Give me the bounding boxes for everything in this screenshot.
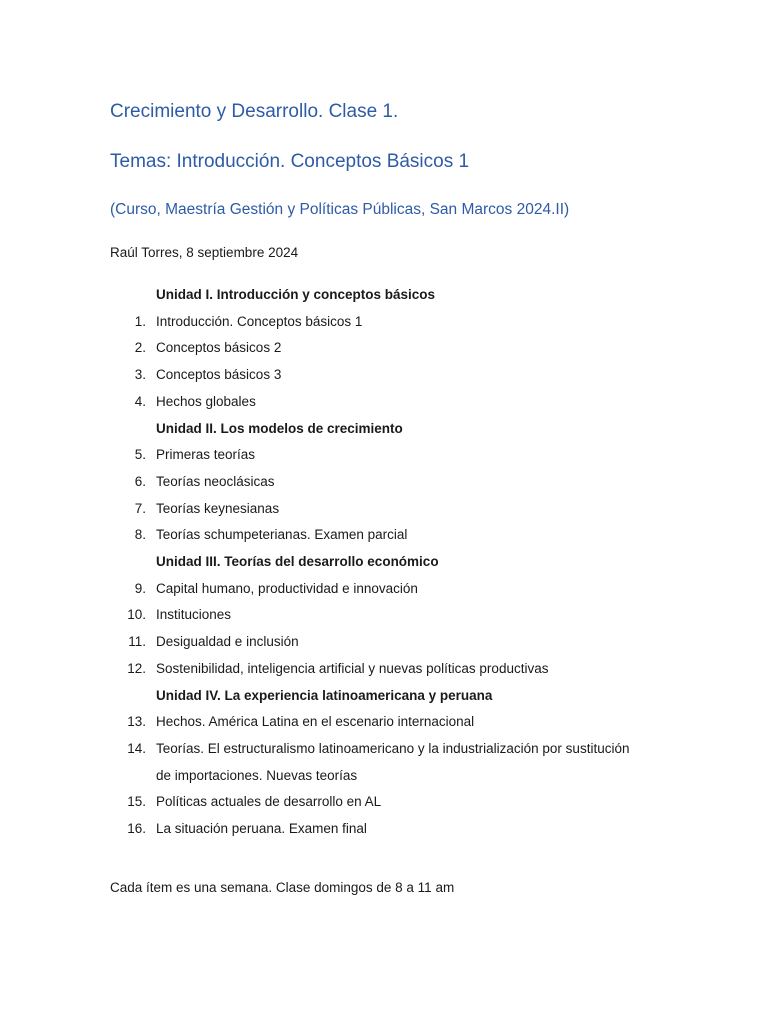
list-item: [110, 629, 730, 655]
unit-title: Unidad II. Los modelos de crecimiento: [156, 420, 403, 436]
list-item-number: 4.: [134, 393, 146, 409]
list-item: [110, 389, 730, 415]
list-item-number: 13.: [127, 714, 146, 730]
list-item-number: 1.: [134, 313, 146, 329]
list-item-number: 14.: [127, 740, 146, 756]
list-item-text: Sostenibilidad, inteligencia artificial y nuevas políticas productivas: [156, 660, 549, 676]
list-item-text: Teorías keynesianas: [156, 500, 280, 516]
list-item-number: 15.: [127, 794, 146, 810]
list-item: [110, 522, 730, 548]
unit-title: Unidad IV. La experiencia latinoamericana y peruana: [156, 687, 493, 703]
list-item-number: 2.: [134, 340, 146, 356]
unit-heading: [110, 549, 730, 575]
footer-note: Cada ítem es una semana. Clase domingos de 8 a 11 am: [110, 880, 455, 895]
list-item-text: Conceptos básicos 3: [156, 367, 282, 383]
list-item-number: 7.: [134, 500, 146, 516]
list-item-text: Teorías schumpeterianas. Examen parcial: [156, 527, 408, 543]
list-item: [110, 736, 730, 762]
list-item-text: Introducción. Conceptos básicos 1: [156, 313, 363, 329]
author-date: Raúl Torres, 8 septiembre 2024: [110, 245, 299, 260]
list-item: [110, 656, 730, 682]
list-item-text: Teorías neoclásicas: [156, 473, 275, 489]
list-item-number: 6.: [134, 473, 146, 489]
unit-heading: [110, 282, 730, 308]
list-item-continuation: [110, 763, 730, 789]
list-item: [110, 816, 730, 842]
list-item-number: 5.: [134, 447, 146, 463]
unit-heading: [110, 683, 730, 709]
list-item-text: Políticas actuales de desarrollo en AL: [156, 794, 382, 810]
list-item-number: 10.: [127, 607, 146, 623]
list-item-text: La situación peruana. Examen final: [156, 821, 367, 836]
list-item: [110, 309, 730, 335]
list-item: [110, 496, 730, 522]
list-item: [110, 709, 730, 735]
list-item: [110, 602, 730, 628]
unit-heading: [110, 416, 730, 442]
list-item-number: 16.: [127, 821, 146, 836]
list-item-text: Teorías. El estructuralismo latinoamericano y la industrialización por sustitución: [156, 740, 630, 756]
list-item: [110, 789, 730, 815]
list-item: [110, 335, 730, 361]
list-item: [110, 576, 730, 602]
list-item-text: Hechos. América Latina en el escenario internacional: [156, 714, 475, 730]
list-item-number: 11.: [128, 634, 146, 650]
list-item-number: 9.: [134, 580, 146, 596]
list-item-text: Capital humano, productividad e innovación: [156, 580, 418, 596]
document-title: Crecimiento y Desarrollo. Clase 1.: [110, 101, 399, 122]
unit-title: Unidad I. Introducción y conceptos básicos: [156, 287, 436, 302]
list-item: [110, 442, 730, 468]
list-item-number: 12.: [127, 660, 146, 676]
list-item-number: 8.: [134, 527, 146, 543]
list-item-text: Hechos globales: [156, 393, 256, 409]
list-item-continuation-text: de importaciones. Nuevas teorías: [156, 767, 358, 783]
unit-title: Unidad III. Teorías del desarrollo económico: [156, 554, 439, 569]
list-item: [110, 469, 730, 495]
course-subtitle: (Curso, Maestría Gestión y Políticas Públicas, San Marcos 2024.II): [110, 201, 570, 218]
list-item-text: Desigualdad e inclusión: [156, 634, 299, 650]
list-item-text: Conceptos básicos 2: [156, 340, 282, 356]
topics-heading: Temas: Introducción. Conceptos Básicos 1: [110, 151, 470, 172]
list-item-number: 3.: [134, 367, 146, 383]
list-item: [110, 362, 730, 388]
list-item-text: Instituciones: [156, 607, 232, 623]
list-item-text: Primeras teorías: [156, 447, 256, 463]
